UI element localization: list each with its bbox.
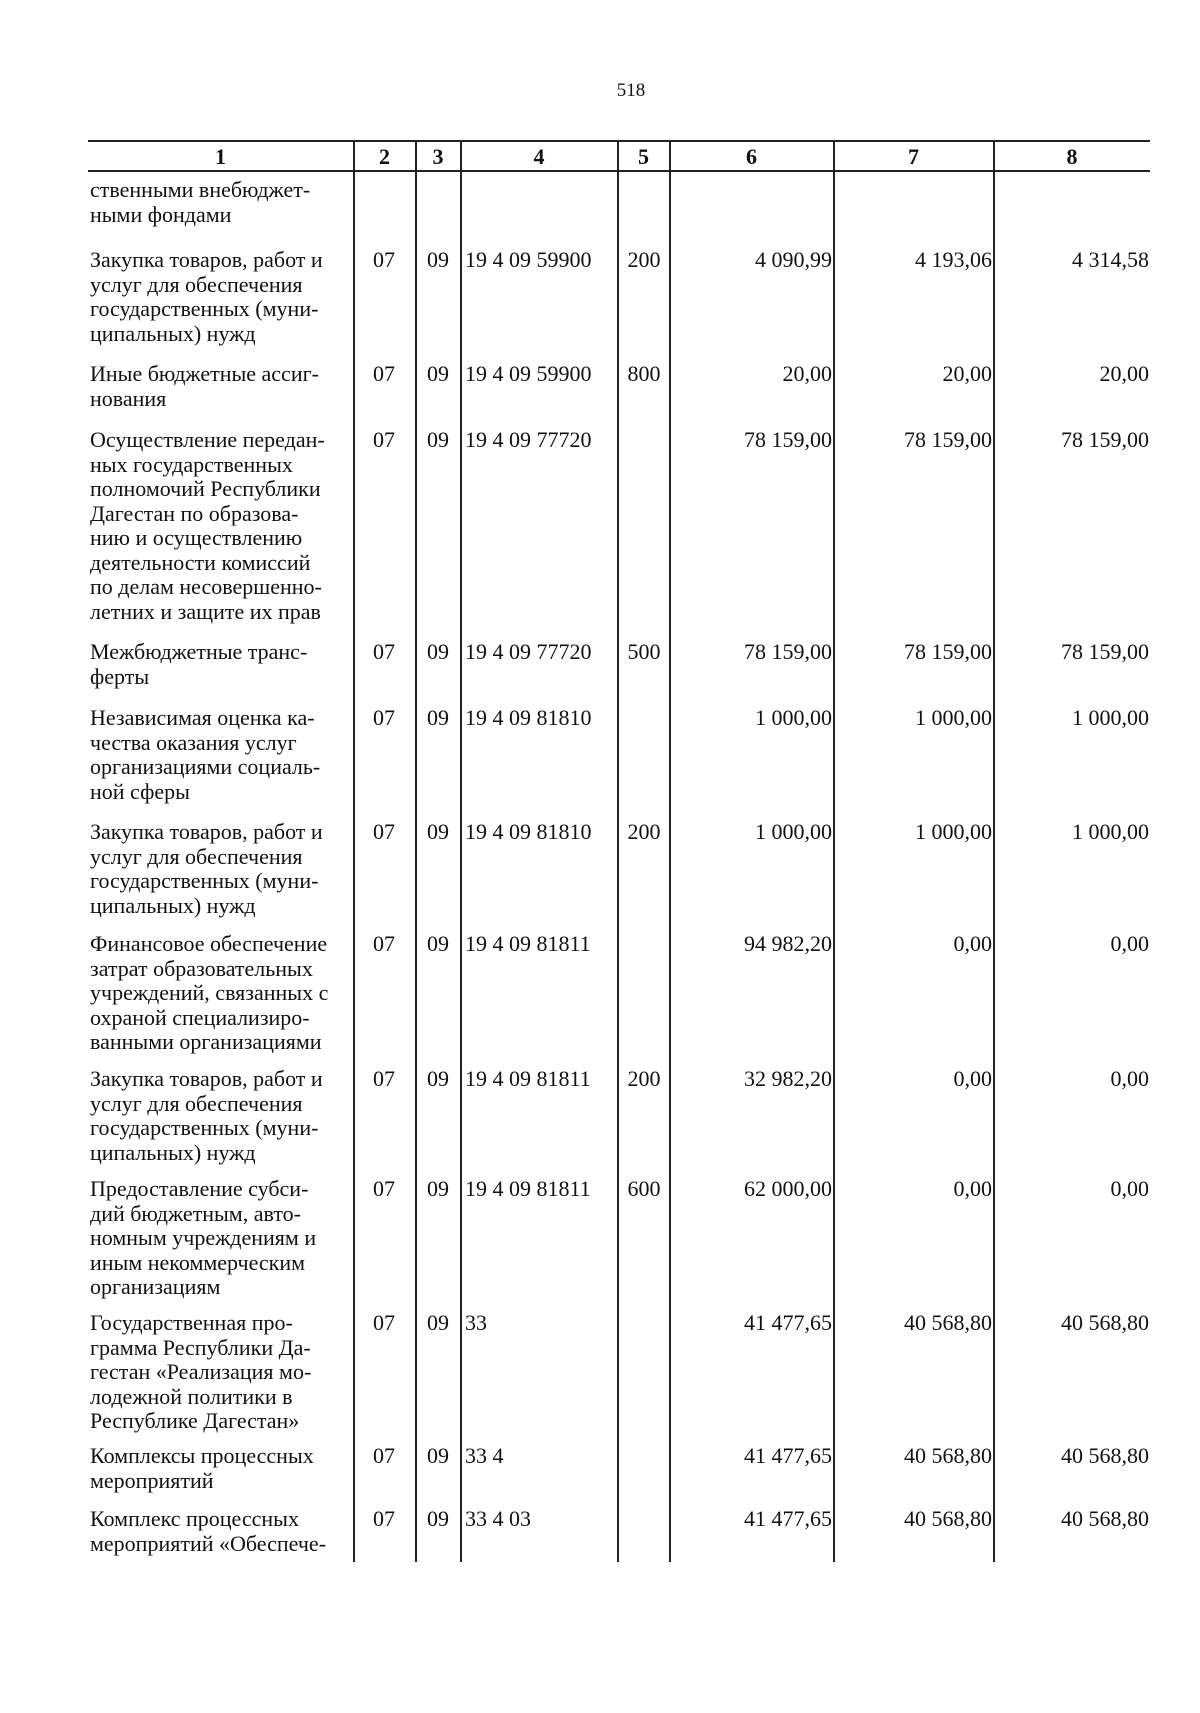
amount-col-8: 1 000,00 — [1072, 705, 1149, 730]
subsection-code: 09 — [427, 361, 449, 386]
expense-type-code: 200 — [627, 1066, 661, 1091]
amount-col-8: 4 314,58 — [1072, 247, 1149, 272]
subsection-code: 09 — [427, 427, 449, 452]
header-col-8: 8 — [1066, 144, 1078, 169]
target-article-code: 33 4 — [465, 1443, 504, 1468]
amount-col-7: 20,00 — [942, 361, 992, 386]
amount-col-6: 32 982,20 — [744, 1066, 832, 1091]
subsection-code: 09 — [427, 1443, 449, 1468]
column-divider — [353, 140, 355, 1562]
row-description: ственными внебюджет- ными фондами — [90, 177, 311, 227]
header-col-5: 5 — [638, 144, 649, 169]
section-code: 07 — [373, 819, 395, 844]
section-code: 07 — [373, 1066, 395, 1091]
page-number: 518 — [616, 80, 646, 101]
amount-col-7: 40 568,80 — [904, 1310, 992, 1335]
amount-col-6: 62 000,00 — [744, 1176, 832, 1201]
amount-col-7: 1 000,00 — [915, 705, 992, 730]
column-divider — [415, 140, 417, 1562]
target-article-code: 19 4 09 81810 — [465, 819, 592, 844]
expense-type-code: 800 — [627, 361, 661, 386]
subsection-code: 09 — [427, 247, 449, 272]
target-article-code: 19 4 09 81811 — [465, 931, 591, 956]
amount-col-8: 0,00 — [1110, 1066, 1149, 1091]
amount-col-6: 1 000,00 — [755, 819, 832, 844]
amount-col-8: 0,00 — [1110, 1176, 1149, 1201]
amount-col-8: 40 568,80 — [1061, 1443, 1149, 1468]
amount-col-8: 78 159,00 — [1061, 639, 1149, 664]
amount-col-8: 78 159,00 — [1061, 427, 1149, 452]
expense-type-code: 600 — [627, 1176, 661, 1201]
target-article-code: 33 — [465, 1310, 487, 1335]
amount-col-7: 40 568,80 — [904, 1506, 992, 1531]
row-description: Осуществление передан- ных государственных полномочий Республики Дагестан по образова- нию и осуществлению деятельности комиссий по делам несовершенно- летних и защите их прав — [90, 427, 325, 624]
expense-type-code: 200 — [627, 819, 661, 844]
subsection-code: 09 — [427, 705, 449, 730]
section-code: 07 — [373, 361, 395, 386]
amount-col-6: 78 159,00 — [744, 427, 832, 452]
amount-col-7: 40 568,80 — [904, 1443, 992, 1468]
subsection-code: 09 — [427, 1506, 449, 1531]
column-divider — [833, 140, 835, 1562]
header-col-1: 1 — [215, 144, 226, 169]
amount-col-7: 78 159,00 — [904, 427, 992, 452]
section-code: 07 — [373, 247, 395, 272]
amount-col-8: 40 568,80 — [1061, 1506, 1149, 1531]
target-article-code: 33 4 03 — [465, 1506, 531, 1531]
amount-col-6: 1 000,00 — [755, 705, 832, 730]
row-description: Закупка товаров, работ и услуг для обеспечения государственных (муни- ципальных) нужд — [90, 819, 323, 918]
section-code: 07 — [373, 1310, 395, 1335]
target-article-code: 19 4 09 81811 — [465, 1066, 591, 1091]
amount-col-8: 40 568,80 — [1061, 1310, 1149, 1335]
expense-type-code: 500 — [627, 639, 661, 664]
row-description: Комплексы процессных мероприятий — [90, 1443, 314, 1493]
header-col-6: 6 — [746, 144, 757, 169]
row-description: Межбюджетные транс- ферты — [90, 639, 308, 689]
subsection-code: 09 — [427, 1066, 449, 1091]
row-description: Независимая оценка ка- чества оказания услуг организациями социаль- ной сферы — [90, 705, 321, 804]
header-col-4: 4 — [533, 144, 545, 169]
amount-col-6: 41 477,65 — [744, 1310, 832, 1335]
section-code: 07 — [373, 931, 395, 956]
section-code: 07 — [373, 1443, 395, 1468]
subsection-code: 09 — [427, 1176, 449, 1201]
subsection-code: 09 — [427, 819, 449, 844]
section-code: 07 — [373, 1506, 395, 1531]
amount-col-7: 0,00 — [953, 1066, 992, 1091]
subsection-code: 09 — [427, 1310, 449, 1335]
subsection-code: 09 — [427, 639, 449, 664]
header-col-3: 3 — [432, 144, 444, 169]
subsection-code: 09 — [427, 931, 449, 956]
amount-col-7: 78 159,00 — [904, 639, 992, 664]
row-description: Комплекс процессных мероприятий «Обеспече- — [90, 1506, 327, 1556]
expense-type-code: 200 — [627, 247, 661, 272]
target-article-code: 19 4 09 59900 — [465, 247, 592, 272]
section-code: 07 — [373, 705, 395, 730]
amount-col-6: 4 090,99 — [755, 247, 832, 272]
amount-col-6: 41 477,65 — [744, 1506, 832, 1531]
column-divider — [669, 140, 671, 1562]
amount-col-8: 0,00 — [1110, 931, 1149, 956]
amount-col-6: 41 477,65 — [744, 1443, 832, 1468]
header-col-2: 2 — [379, 144, 390, 169]
table-top-border — [88, 140, 1150, 142]
amount-col-8: 1 000,00 — [1072, 819, 1149, 844]
target-article-code: 19 4 09 77720 — [465, 427, 592, 452]
amount-col-6: 20,00 — [782, 361, 832, 386]
target-article-code: 19 4 09 77720 — [465, 639, 592, 664]
amount-col-6: 78 159,00 — [744, 639, 832, 664]
row-description: Иные бюджетные ассиг- нования — [90, 361, 319, 411]
amount-col-8: 20,00 — [1099, 361, 1149, 386]
target-article-code: 19 4 09 59900 — [465, 361, 592, 386]
column-divider — [993, 140, 995, 1562]
amount-col-7: 4 193,06 — [915, 247, 992, 272]
header-col-7: 7 — [908, 144, 919, 169]
section-code: 07 — [373, 427, 395, 452]
amount-col-7: 0,00 — [953, 1176, 992, 1201]
row-description: Предоставление субси- дий бюджетным, авто- номным учреждениям и иным некоммерческим организациям — [90, 1176, 317, 1299]
target-article-code: 19 4 09 81810 — [465, 705, 592, 730]
amount-col-7: 1 000,00 — [915, 819, 992, 844]
amount-col-6: 94 982,20 — [744, 931, 832, 956]
amount-col-7: 0,00 — [953, 931, 992, 956]
column-divider — [460, 140, 462, 1562]
section-code: 07 — [373, 1176, 395, 1201]
row-description: Государственная про- грамма Республики Да- гестан «Реализация мо- лодежной политики в Республике Дагестан» — [90, 1310, 312, 1433]
target-article-code: 19 4 09 81811 — [465, 1176, 591, 1201]
row-description: Закупка товаров, работ и услуг для обеспечения государственных (муни- ципальных) нужд — [90, 1066, 323, 1165]
row-description: Закупка товаров, работ и услуг для обеспечения государственных (муни- ципальных) нужд — [90, 247, 323, 346]
row-description: Финансовое обеспечение затрат образовательных учреждений, связанных с охраной специализиро- ванными организациями — [90, 931, 329, 1054]
header-bottom-border — [88, 170, 1150, 172]
section-code: 07 — [373, 639, 395, 664]
column-divider — [617, 140, 619, 1562]
